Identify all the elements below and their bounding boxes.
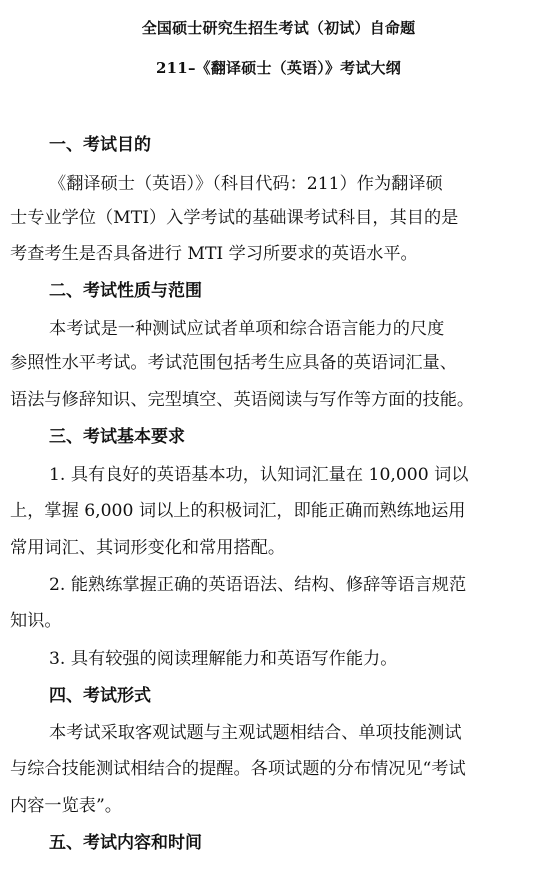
paragraph-line: 1. 具有良好的英语基本功，认知词汇量在 10,000 词以 bbox=[49, 465, 469, 485]
paragraph-line: 士专业学位（MTI）入学考试的基础课考试科目，其目的是 bbox=[10, 208, 459, 228]
section-heading-purpose: 一、考试目的 bbox=[49, 135, 151, 155]
section-heading-content-time: 五、考试内容和时间 bbox=[49, 833, 202, 853]
paragraph-line: 本考试采取客观试题与主观试题相结合、单项技能测试 bbox=[49, 723, 462, 743]
paragraph-line: 上，掌握 6,000 词以上的积极词汇，即能正确而熟练地运用 bbox=[10, 501, 466, 521]
paragraph-line: 2. 能熟练掌握正确的英语语法、结构、修辞等语言规范 bbox=[49, 575, 467, 595]
paragraph-line: 内容一览表”。 bbox=[10, 796, 122, 816]
section-heading-exam-format: 四、考试形式 bbox=[49, 686, 151, 706]
paragraph-line: 考查考生是否具备进行 MTI 学习所要求的英语水平。 bbox=[10, 244, 418, 264]
paragraph-line: 知识。 bbox=[10, 611, 62, 631]
paragraph-line: 《翻译硕士（英语）》（科目代码：211）作为翻译硕 bbox=[49, 174, 443, 194]
paragraph-line: 参照性水平考试。考试范围包括考生应具备的英语词汇量、 bbox=[10, 353, 457, 373]
document-title-line-1: 全国硕士研究生招生考试（初试）自命题 bbox=[141, 19, 416, 37]
paragraph-line: 3. 具有较强的阅读理解能力和英语写作能力。 bbox=[49, 649, 398, 669]
paragraph-line: 语法与修辞知识、完型填空、英语阅读与写作等方面的技能。 bbox=[10, 390, 475, 410]
paragraph-line: 常用词汇、其词形变化和常用搭配。 bbox=[10, 538, 286, 558]
document-title-line-2: 211–《翻译硕士（英语）》考试大纲 bbox=[156, 59, 401, 77]
paragraph-line: 与综合技能测试相结合的提醒。各项试题的分布情况见“考试 bbox=[10, 759, 466, 779]
section-heading-basic-requirements: 三、考试基本要求 bbox=[49, 427, 185, 447]
section-heading-nature-scope: 二、考试性质与范围 bbox=[49, 281, 202, 301]
paragraph-line: 本考试是一种测试应试者单项和综合语言能力的尺度 bbox=[49, 319, 445, 339]
